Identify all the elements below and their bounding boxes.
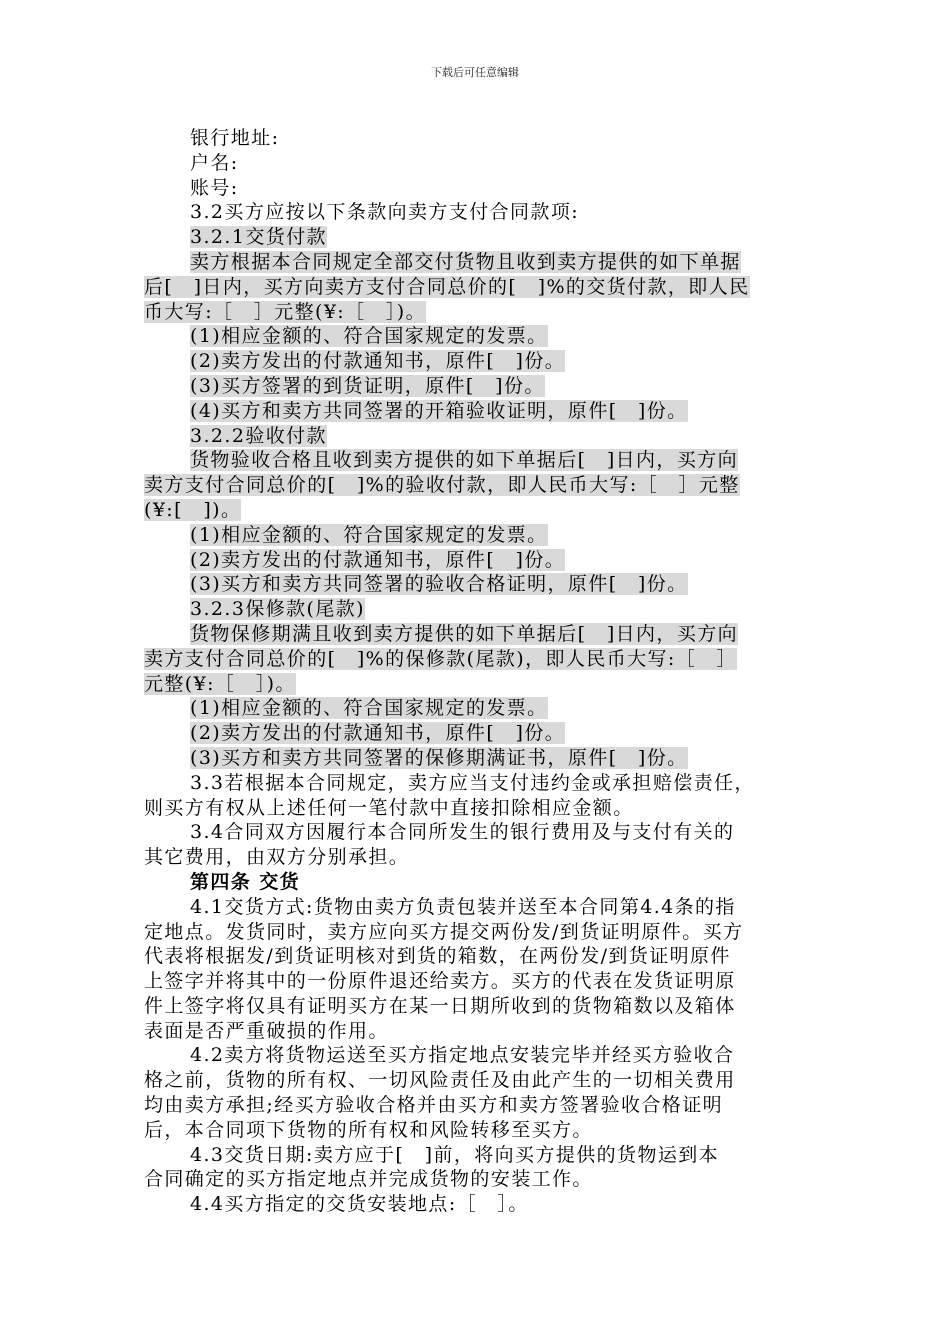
text-line bbox=[144, 349, 820, 374]
text-line bbox=[144, 374, 820, 399]
text-line bbox=[144, 1167, 820, 1192]
line-text: 上签字并将其中的一份原件退还给卖方。买方的代表在发货证明原 bbox=[144, 970, 736, 993]
text-line bbox=[144, 796, 820, 821]
line-text: 3.4合同双方因履行本合同所发生的银行费用及与支付有关的 bbox=[190, 821, 735, 844]
line-text: 3.2买方应按以下条款向卖方支付合同款项: bbox=[190, 201, 580, 224]
line-text: 表面是否严重破损的作用。 bbox=[144, 1019, 389, 1042]
text-line bbox=[144, 771, 820, 796]
line-text: 代表将根据发/到货证明核对到货的箱数，在两份发/到货证明原件 bbox=[144, 945, 731, 968]
line-text: 合同确定的买方指定地点并完成货物的安装工作。 bbox=[144, 1168, 593, 1191]
highlighted-text: (1)相应金额的、符合国家规定的发票。 bbox=[190, 325, 548, 348]
text-line bbox=[144, 969, 820, 994]
text-line bbox=[144, 920, 820, 945]
highlighted-text: (2)卖方发出的付款通知书，原件[ ]份。 bbox=[190, 350, 566, 373]
line-text: 3.3若根据本合同规定，卖方应当支付违约金或承担赔偿责任， bbox=[190, 771, 755, 794]
text-line bbox=[144, 1143, 820, 1168]
highlighted-text: (2)卖方发出的付款通知书，原件[ ]份。 bbox=[190, 722, 566, 745]
text-line bbox=[144, 200, 820, 225]
text-line bbox=[144, 1043, 820, 1068]
highlighted-text: 币大写:［ ］元整(¥:［ ］)。 bbox=[144, 300, 427, 323]
text-line bbox=[144, 572, 820, 597]
text-line bbox=[144, 523, 820, 548]
text-line bbox=[144, 275, 820, 300]
highlighted-text: 卖方根据本合同规定全部交付货物且收到卖方提供的如下单据 bbox=[190, 250, 741, 273]
text-line bbox=[144, 994, 820, 1019]
line-text: 4.2卖方将货物运送至买方指定地点安装完毕并经买方验收合 bbox=[190, 1044, 735, 1067]
section-heading bbox=[144, 870, 820, 895]
highlighted-text: 元整(¥:［ ］)。 bbox=[144, 672, 296, 695]
highlighted-text: 卖方支付合同总价的[ ]%的验收付款，即人民币大写:［ ］元整 bbox=[144, 474, 740, 497]
highlighted-text: (4)买方和卖方共同签署的开箱验收证明，原件[ ]份。 bbox=[190, 399, 688, 422]
text-line bbox=[144, 647, 820, 672]
text-line bbox=[144, 597, 820, 622]
text-line bbox=[144, 300, 820, 325]
highlighted-text: 后[ ]日内，买方向卖方支付合同总价的[ ]%的交货付款，即人民 bbox=[144, 275, 750, 298]
text-line bbox=[144, 845, 820, 870]
text-line bbox=[144, 746, 820, 771]
text-line bbox=[144, 399, 820, 424]
text-line bbox=[144, 176, 820, 201]
text-line bbox=[144, 944, 820, 969]
line-text: 4.3交货日期:卖方应于[ ]前，将向买方提供的货物运到本 bbox=[190, 1143, 720, 1166]
highlighted-text: (3)买方和卖方共同签署的保修期满证书，原件[ ]份。 bbox=[190, 746, 688, 769]
line-text: 账号: bbox=[190, 176, 239, 199]
text-line bbox=[144, 548, 820, 573]
line-text: 户名: bbox=[190, 151, 239, 174]
line-text: 其它费用，由双方分别承担。 bbox=[144, 846, 410, 869]
text-line bbox=[144, 225, 820, 250]
line-text: 格之前，货物的所有权、一切风险责任及由此产生的一切相关费用 bbox=[144, 1069, 736, 1092]
text-line bbox=[144, 672, 820, 697]
highlighted-text: 3.2.1交货付款 bbox=[190, 226, 327, 249]
highlighted-text: 3.2.3保修款(尾款) bbox=[190, 598, 365, 621]
highlighted-text: (3)买方签署的到货证明，原件[ ]份。 bbox=[190, 374, 545, 397]
highlighted-text: 卖方支付合同总价的[ ]%的保修款(尾款)，即人民币大写:［ ］ bbox=[144, 647, 737, 670]
text-line bbox=[144, 696, 820, 721]
line-text: 4.1交货方式:货物由卖方负责包装并送至本合同第4.4条的指 bbox=[190, 895, 736, 918]
text-line bbox=[144, 622, 820, 647]
highlighted-text: (2)卖方发出的付款通知书，原件[ ]份。 bbox=[190, 548, 566, 571]
line-text: 4.4买方指定的交货安装地点:［ ］。 bbox=[190, 1193, 529, 1216]
text-line bbox=[144, 448, 820, 473]
text-line bbox=[144, 473, 820, 498]
line-text: 定地点。发货同时，卖方应向买方提交两份发/到货证明原件。买方 bbox=[144, 920, 744, 943]
page-header: 下载后可任意编辑 bbox=[431, 66, 519, 79]
line-text: 银行地址: bbox=[190, 127, 280, 149]
text-line bbox=[144, 151, 820, 176]
line-text: 件上签字将仅具有证明买方在某一日期所收到的货物箱数以及箱体 bbox=[144, 994, 736, 1017]
highlighted-text: (3)买方和卖方共同签署的验收合格证明，原件[ ]份。 bbox=[190, 573, 688, 596]
text-line bbox=[144, 126, 820, 151]
highlighted-text: 货物保修期满且收到卖方提供的如下单据后[ ]日内，买方向 bbox=[190, 622, 739, 645]
text-line bbox=[144, 1093, 820, 1118]
text-line bbox=[144, 1019, 820, 1044]
highlighted-text: 3.2.2验收付款 bbox=[190, 424, 327, 447]
text-line bbox=[144, 424, 820, 449]
highlighted-text: (¥:[ ])。 bbox=[144, 498, 242, 521]
text-line bbox=[144, 1118, 820, 1143]
line-text: 则买方有权从上述任何一笔付款中直接扣除相应金额。 bbox=[144, 796, 634, 819]
highlighted-text: (1)相应金额的、符合国家规定的发票。 bbox=[190, 523, 548, 546]
text-line bbox=[144, 324, 820, 349]
line-text: 后，本合同项下货物的所有权和风险转移至买方。 bbox=[144, 1118, 593, 1141]
text-line bbox=[144, 820, 820, 845]
line-text: 均由卖方承担;经买方验收合格并由买方和卖方签署验收合格证明 bbox=[144, 1094, 724, 1117]
text-line bbox=[144, 1068, 820, 1093]
document-body bbox=[144, 126, 820, 1217]
highlighted-text: (1)相应金额的、符合国家规定的发票。 bbox=[190, 697, 548, 720]
line-text: 第四条 交货 bbox=[190, 870, 301, 893]
text-line bbox=[144, 895, 820, 920]
text-line bbox=[144, 1192, 820, 1217]
highlighted-text: 货物验收合格且收到卖方提供的如下单据后[ ]日内，买方向 bbox=[190, 449, 739, 472]
text-line bbox=[144, 498, 820, 523]
text-line bbox=[144, 721, 820, 746]
text-line bbox=[144, 250, 820, 275]
